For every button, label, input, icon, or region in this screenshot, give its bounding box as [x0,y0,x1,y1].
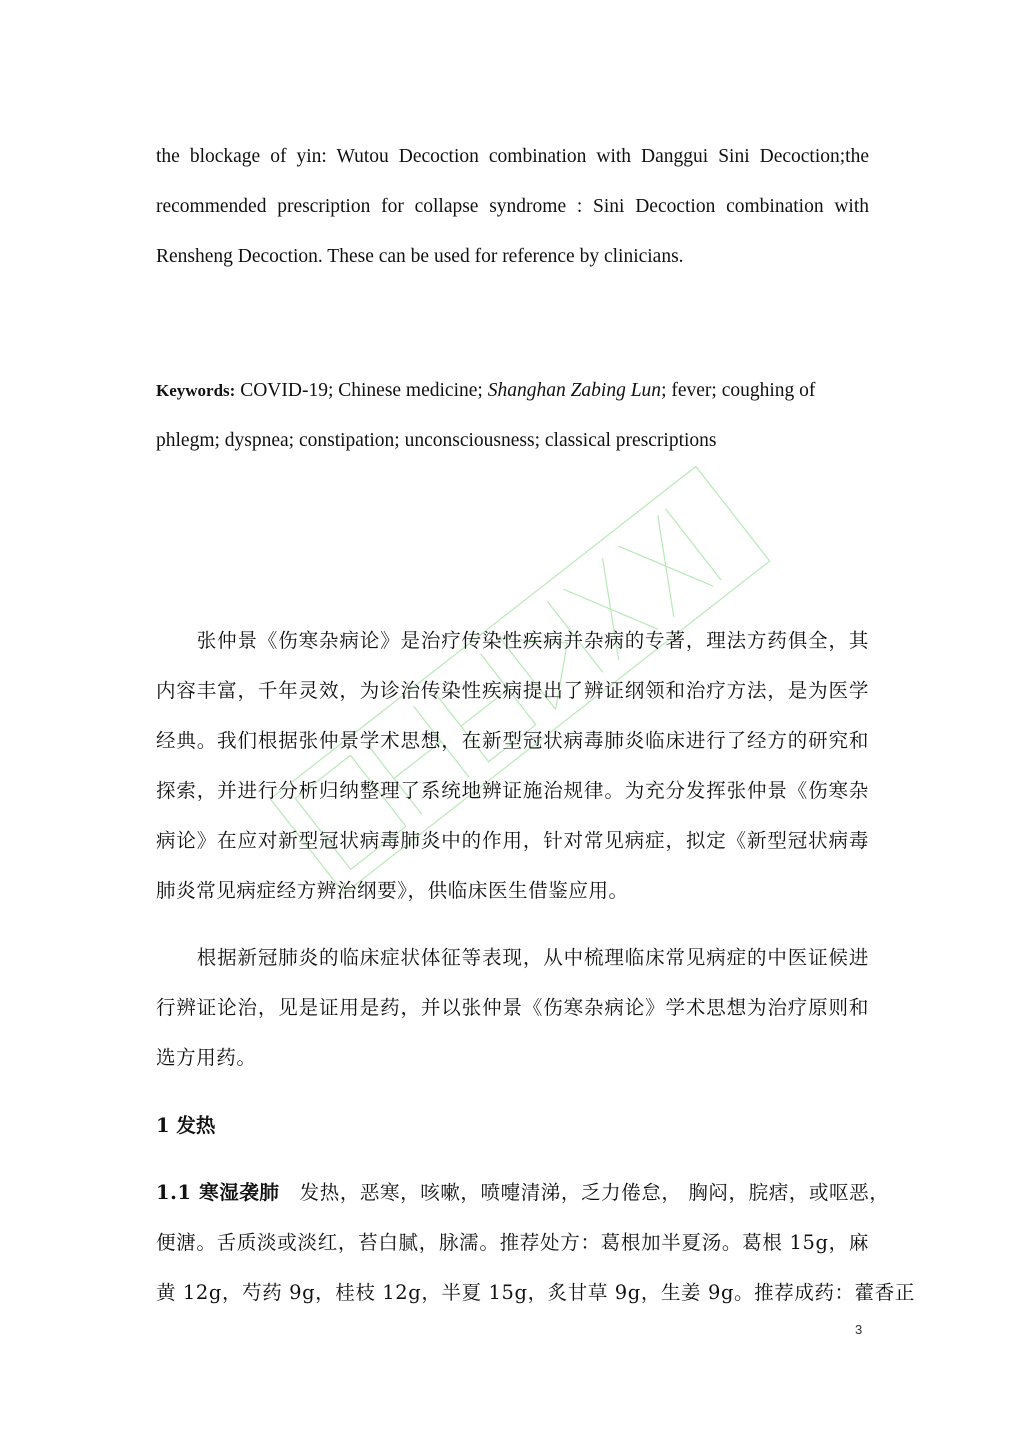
abstract-line: recommended prescription for collapse syndrome : Sini Decoction combination with [156,196,869,217]
paragraph-fever-cold-damp [156,1168,915,1318]
paragraph-line: 行辨证论治，见是证用是药，并以张仲景《伤寒杂病论》学术思想为治疗原则和 [156,996,869,1019]
paragraph-method [156,933,869,1083]
keywords-text: ; fever; coughing of [661,380,816,401]
paragraph-line: 选方用药。 [156,1046,257,1069]
keywords-line-1 [156,366,869,416]
abstract-line: the blockage of yin: Wutou Decoction combination with Danggui Sini Decoction;the [156,146,869,167]
paragraph-intro [156,616,869,916]
keywords-text: COVID-19; Chinese medicine; [235,380,488,401]
page-number: 3 [855,1322,863,1337]
abstract-tail [156,132,869,282]
subsection-heading: 1.1 寒湿袭肺 [156,1181,280,1204]
keywords-line-2: phlegm; dyspnea; constipation; unconsciousness; classical prescriptions [156,430,717,451]
keywords-block [156,366,869,466]
paragraph-line: 探索，并进行分析归纳整理了系统地辨证施治规律。为充分发挥张仲景《伤寒杂 [156,779,869,802]
paragraph-line: 便溏。舌质淡或淡红，苔白腻，脉濡。推荐处方：葛根加半夏汤。葛根 15g，麻 [156,1231,869,1254]
paragraph-line [156,1168,890,1218]
paragraph-line: 内容丰富，千年灵效，为诊治传染性疾病提出了辨证纲领和治疗方法，是为医学 [156,679,869,702]
keywords-italic: Shanghan Zabing Lun [487,380,662,401]
paragraph-line: 黄 12g，芍药 9g，桂枝 12g，半夏 15g，炙甘草 9g，生姜 9g。推荐成药：藿香正 [156,1281,915,1304]
paragraph-line: 病论》在应对新型冠状病毒肺炎中的作用，针对常见病症，拟定《新型冠状病毒 [156,829,869,852]
section-heading: 1 发热 [156,1114,216,1137]
paragraph-line: 肺炎常见病症经方辨治纲要》，供临床医生借鉴应用。 [156,879,629,902]
abstract-line: Rensheng Decoction. These can be used for reference by clinicians. [156,246,684,267]
paragraph-line: 经典。我们根据张仲景学术思想，在新型冠状病毒肺炎临床进行了经方的研究和 [156,729,869,752]
keywords-label: Keywords: [156,381,236,400]
paragraph-line: 张仲景《伤寒杂病论》是治疗传染性疾病并杂病的专著，理法方药俱全，其 [156,629,869,652]
paragraph-line: 根据新冠肺炎的临床症状体征等表现，从中梳理临床常见病症的中医证候进 [156,946,869,969]
paragraph-text: 发热，恶寒，咳嗽，喷嚏清涕，乏力倦怠， 胸闷，脘痞，或呕恶， [279,1181,890,1204]
watermark-glyph [618,509,721,617]
